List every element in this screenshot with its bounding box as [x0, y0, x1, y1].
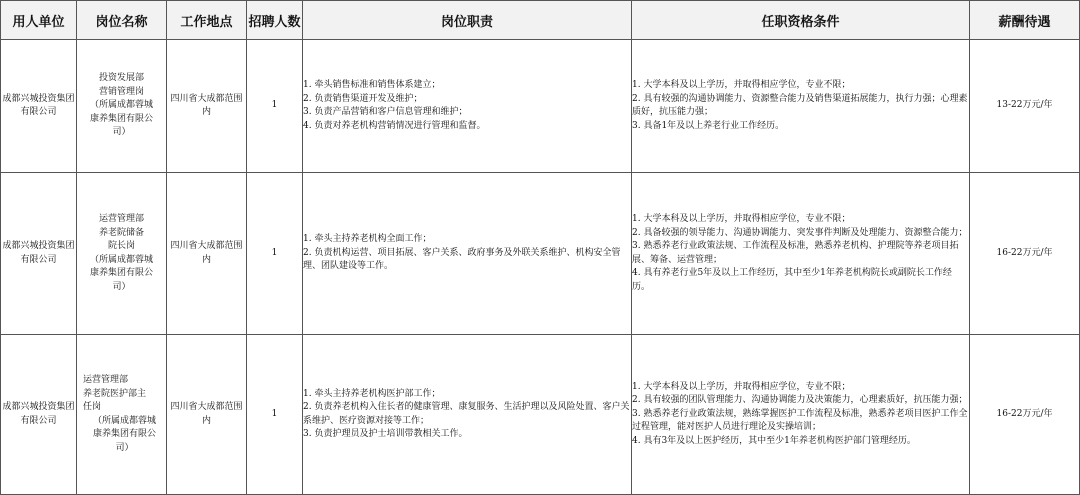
cell-position [77, 335, 167, 495]
duty-item: 1. 牵头主持养老机构医护部工作； [303, 388, 441, 399]
cell-salary: 13-22万元/年 [970, 40, 1080, 173]
cell-count: 1 [247, 335, 303, 495]
duty-item: 3. 负责产品营销和客户信息管理和维护； [303, 107, 468, 117]
header-requirements: 任职资格条件 [632, 1, 970, 40]
requirement-item: 4. 具有养老行业5年及以上工作经历，其中至少1年养老机构院长或副院长工作经历。 [632, 268, 952, 292]
cell-requirements [632, 40, 970, 173]
cell-duties [303, 335, 632, 495]
requirement-item: 4. 具有3年及以上医护经历，其中至少1年养老机构医护部门管理经历。 [632, 435, 916, 446]
cell-position [77, 173, 167, 335]
position-line: 康养集团有限公 [92, 429, 156, 439]
header-count: 招聘人数 [247, 1, 303, 40]
header-position: 岗位名称 [77, 1, 167, 40]
cell-unit: 成都兴城投资集团有限公司 [1, 40, 77, 173]
cell-count: 1 [247, 40, 303, 173]
cell-duties [303, 40, 632, 173]
position-line: 康养集团有限公 [89, 113, 153, 124]
position-line: 投资发展部 [98, 73, 144, 84]
requirement-item: 2. 具备较强的领导能力、沟通协调能力、突发事件判断及处理能力、资源整合能力； [632, 227, 968, 238]
cell-unit: 成都兴城投资集团有限公司 [1, 173, 77, 335]
header-location: 工作地点 [167, 1, 247, 40]
position-line: 任岗 [83, 402, 102, 412]
position-line: 司） [112, 281, 131, 292]
duty-item: 2. 负责机构运营、项目拓展、客户关系、政府事务及外联关系维护、机构安全管理、团队建设等工作。 [303, 247, 621, 272]
position-line: 养老院医护部主 [83, 388, 147, 399]
requirement-item: 2. 具有较强的沟通协调能力、资源整合能力及销售渠道拓展能力，执行力强；心理素质好，抗压能力强； [632, 93, 968, 117]
cell-location: 四川省大成都范围内 [167, 40, 247, 173]
position-line: 运营管理部 [98, 214, 144, 224]
cell-requirements [632, 335, 970, 495]
cell-requirements [632, 173, 970, 335]
header-unit: 用人单位 [1, 1, 77, 40]
position-line: 康养集团有限公 [89, 268, 153, 278]
duty-item: 4. 负责对养老机构营销情况进行管理和监督。 [303, 120, 486, 131]
position-line: 司） [115, 442, 134, 453]
requirement-item: 2. 具有较强的团队管理能力、沟通协调能力及决策能力，心理素质好，抗压能力强； [632, 395, 968, 406]
duty-item: 2. 负责销售渠道开发及维护； [303, 93, 423, 104]
position-line: 院长岗 [107, 241, 135, 251]
duty-item: 1. 牵头销售标准和销售体系建立； [303, 80, 441, 90]
duty-item: 1. 牵头主持养老机构全面工作； [303, 234, 432, 245]
header-duties: 岗位职责 [303, 1, 632, 40]
cell-unit: 成都兴城投资集团有限公司 [1, 335, 77, 495]
cell-salary: 16-22万元/年 [970, 173, 1080, 335]
requirement-item: 3. 具备1年及以上养老行业工作经历。 [632, 120, 785, 131]
cell-duties [303, 173, 632, 335]
duty-item: 3. 负责护理员及护士培训带教相关工作。 [303, 429, 468, 439]
requirement-item: 3. 熟悉养老行业政策法规，熟练掌握医护工作流程及标准，熟悉养老项目医护工作全过程管理，能对医护人员进行理论及实操培训； [632, 408, 968, 433]
position-line: 营销管理岗 [98, 86, 144, 97]
table-row [1, 335, 1080, 495]
cell-location: 四川省大成都范围内 [167, 335, 247, 495]
header-row [1, 1, 1080, 40]
duty-item: 2. 负责养老机构入住长者的健康管理、康复服务、生活护理以及风险处置、客户关系维护、医疗资源对接等工作； [303, 402, 630, 426]
table-row [1, 40, 1080, 173]
cell-position [77, 40, 167, 173]
position-line: （所属成都蓉城 [92, 415, 156, 426]
position-line: 司） [112, 127, 131, 138]
position-line: （所属成都蓉城 [89, 100, 153, 111]
header-salary: 薪酬待遇 [970, 1, 1080, 40]
table-row [1, 173, 1080, 335]
requirement-item: 1. 大学本科及以上学历，并取得相应学位，专业不限； [632, 381, 851, 392]
cell-location: 四川省大成都范围内 [167, 173, 247, 335]
requirement-item: 1. 大学本科及以上学历，并取得相应学位，专业不限； [632, 80, 851, 90]
requirement-item: 3. 熟悉养老行业政策法规、工作流程及标准，熟悉养老机构、护理院等养老项目拓展、筹备、运营管理； [632, 241, 959, 265]
requirement-item: 1. 大学本科及以上学历，并取得相应学位，专业不限； [632, 214, 851, 224]
cell-salary: 16-22万元/年 [970, 335, 1080, 495]
position-line: 养老院储备 [98, 227, 144, 238]
position-line: （所属成都蓉城 [89, 254, 153, 265]
cell-count: 1 [247, 173, 303, 335]
position-line: 运营管理部 [83, 375, 129, 385]
